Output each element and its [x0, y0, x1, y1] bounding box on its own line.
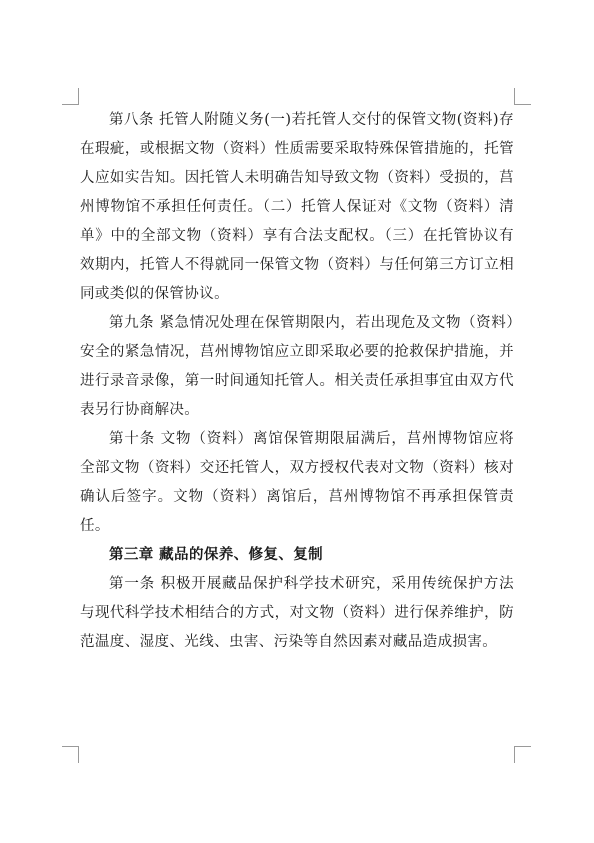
- crop-mark-bottom-left: [62, 746, 79, 763]
- crop-mark-top-left: [62, 88, 79, 105]
- document-body: [80, 106, 514, 657]
- crop-mark-bottom-right: [514, 746, 531, 763]
- article-8-paragraph: 第八条 托管人附随义务(一)若托管人交付的保管文物(资料)存在瑕疵，或根据文物（资料）性质需要采取特殊保管措施的，托管人应如实告知。因托管人未明确告知导致文物（资料）受损的，莒州博物馆不承担任何责任。（二）托管人保证对《文物（资料）清单》中的全部文物（资料）享有合法支配权。（三）在托管协议有效期内，托管人不得就同一保管文物（资料）与任何第三方订立相同或类似的保管协议。: [80, 112, 514, 302]
- crop-mark-top-right: [514, 88, 531, 105]
- chapter-3-article-1-paragraph: 第一条 积极开展藏品保护科学技术研究，采用传统保护方法与现代科学技术相结合的方式，对文物（资料）进行保养维护，防范温度、湿度、光线、虫害、污染等自然因素对藏品造成损害。: [80, 576, 514, 650]
- article-10-paragraph: 第十条 文物（资料）离馆保管期限届满后，莒州博物馆应将全部文物（资料）交还托管人，双方授权代表对文物（资料）核对确认后签字。文物（资料）离馆后，莒州博物馆不再承担保管责任。: [80, 431, 514, 534]
- chapter-3-heading: 第三章 藏品的保养、修复、复制: [109, 547, 324, 563]
- article-9-paragraph: 第九条 紧急情况处理在保管期限内，若出现危及文物（资料）安全的紧急情况，莒州博物馆应立即采取必要的抢救保护措施，并进行录音录像，第一时间通知托管人。相关责任承担事宜由双方代表另行协商解决。: [80, 315, 514, 418]
